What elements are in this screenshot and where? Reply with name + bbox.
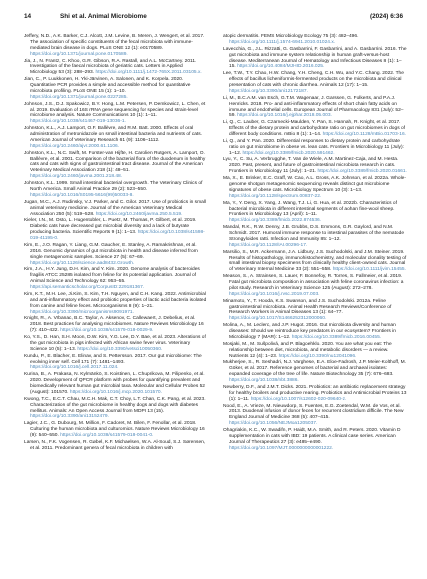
reference-entry [24, 421, 208, 439]
reference-doi-link[interactable]: https://doi.org/10.1016/S0195-5616(99)50033-8. [30, 192, 134, 198]
reference-entry [24, 151, 208, 181]
reference-text: Larsen, N., F.K. Vogensen, R. Gøbel, K.F. Michaelsen, W.A. Al-Soud, S.J. Sørensen, et al. 2011. Predominant genera of fecal microbiota in children with [24, 439, 206, 451]
reference-text: Jugan, M.C., A.J. Rudinsky, V.J. Parker, and C. Gilor. 2017. Use of probiotics in small animal veterinary medicine. Journal of the American Veterinary Medical Association 250 (5): 519–528. [24, 199, 206, 217]
reference-text: atopic dermatitis. FEMS Microbiology Ecology 75 (3): 482–496. [223, 34, 359, 39]
reference-text: Jian, C., P. Luukkonen, H. Yki-Järvinen, A. Salonen, and K. Korpela. 2020. Quantitative PCR provides a simple and accessible method for quantitative microbiota profiling. PLoS ONE 15 (1): 1–10. [24, 77, 191, 94]
reference-entry [223, 428, 407, 452]
reference-doi-link[interactable]: https://doi.org/10.1016/j.mcp.2020.101570. [69, 389, 162, 395]
reference-doi-link[interactable]: https://doi.org/10.1016/j.rvsc.2019.07.003. [229, 291, 320, 297]
reference-text: Minamoto, Y., T. Hooda, K.S. Swanson, and J.S. Suchodolski. 2012a. Feline gastrointestinal microbiota. Animal Health Research Reviews/Conference of Research Workers in Animal Diseases 13 (1): 64–77. [223, 298, 392, 316]
reference-column-right [223, 34, 407, 453]
reference-entry [223, 96, 407, 120]
reference-doi-link[interactable]: https://doi.org/10.1128/spectrum.00837-22. [229, 193, 322, 199]
reference-text: Kim, K.T., M.H. Lee, Ji.Kim, S. Kim, T.H. Nguyen, and C.H. Kang. 2022. Antimicrobial and anti-inflammatory effect and probiotic properties of lactic acid bacteria isolated from canine and feline feces. Microorganisms 8 (9): 1–21. [24, 291, 207, 309]
reference-doi-link[interactable]: https://doi.org/10.2460/javma.250.5.519. [95, 211, 183, 217]
reference-text: Johnston, K.L. 1999. Small intestinal bacterial overgrowth. The Veterinary Clinics of North America. Small Animal Practice 29 (2): 523–550. [24, 181, 203, 192]
reference-doi-link[interactable]: https://doi.org/10.1111/jvim.15455. [332, 267, 406, 273]
reference-entry [24, 59, 208, 77]
reference-entry [24, 218, 208, 242]
reference-text: Molina, A., M. Leclerc, and J.P. Hugot. 2016. Gut microbiota diversity and human diseases: Should we reintroduce key predators in our ecosystem? Frontiers in Microbiology 7 (MAR): 1–12. [223, 323, 396, 340]
reference-text: Kurina, B., A. Prakasa, N. Kylmänkö, S. Koistinen, L. Chuprikova, M. Filipenko, et al. 2020. Development of QPCR platform with probes for quantifying prevalent and biomedically relevant human gut microbial taxa. Molecular and Cellular Probes 52 (August): 101570. [24, 372, 206, 395]
reference-list [24, 34, 407, 566]
reference-entry [223, 299, 407, 323]
reference-doi-link[interactable]: https://doi.org/10.4084/MJHID.2016.025. [237, 64, 325, 70]
reference-doi-link[interactable]: https://doi.org/10.3389/fmicb.2020.01661. [317, 169, 407, 175]
reference-text: Jeffery, N.D., A.K. Barker, C.J. Alcott, J.M. Levine, B. Meren, J. Wengert, et al. 2017. The association of specific constituents of the fecal microbiota with immune-mediated brain disease in dogs. PLoS ONE 12 (1): e0170589. [24, 34, 205, 51]
reference-doi-link[interactable]: https://doi.org/10.1017/S1466252312000060. [229, 316, 327, 322]
reference-entry [223, 47, 407, 71]
reference-text: Li, Q., and Y. Pan. 2020. Differential responses to dietary protein and carbohydrate ratio on gut microbiome in obese vs. lean cats. Frontiers in Microbiology 11 (July): 1–12. [223, 138, 404, 156]
reference-text: Lagier, J.C., G. Dubourg, M. Million, F. Cadoret, M. Bilen, F. Fenollar, et al. 2018. Culturing the human microbiota and culturomics. Nature Reviews Microbiology 16 (9): 540–550. [24, 421, 205, 439]
reference-entry [24, 354, 208, 372]
reference-doi-link[interactable]: https://doi.org/10.1038/s41598-019-41195-0. [30, 230, 205, 242]
reference-entry [223, 176, 407, 200]
reference-doi-link[interactable]: https://doi.org/10.1111/j.1472-765X.2011.03105.x. [95, 70, 202, 76]
reference-doi-link[interactable]: https://doi.org/10.3389/fmicb.2020.591462. [242, 150, 335, 156]
reference-doi-link[interactable]: https://doi.org/10.2460/javma.2001.218.48. [30, 174, 123, 180]
reference-entry [223, 360, 407, 384]
reference-entry [223, 139, 407, 157]
reference-entry [24, 292, 208, 316]
reference-entry [223, 120, 407, 138]
reference-text: Ko, Y.S., D. Han, S.H. Moon, D.W. Kim, Y.G. Lee, D.Y. Bae, et al. 2023. Alterations of the gut microbiota in pigs infected with African swine fever virus. Veterinary Science 10 (5): 1–13. [24, 334, 206, 352]
reference-entry [24, 316, 208, 334]
reference-text: Li, Q., C. Lauber, G. Czarnecki-Maulden, Y. Pan, S. Hannah, R. Knight, et al. 2017. Effects of the dietary protein and carbohydrate ratio on gut microbiomes in dogs of different body conditions. mBio 8 (1): 1–14. [223, 120, 405, 138]
reference-entry [223, 71, 407, 95]
reference-entry [24, 102, 208, 126]
journal-year: (2024) 6:36 [369, 13, 403, 20]
running-head [60, 13, 147, 20]
reference-entry [24, 440, 208, 452]
reference-text: Lee, T.W., T.Y. Chao, H.W. Chang, Y.H. Cheng, C.H. Wu, and Y.C. Chang. 2022. The effects of bacillus licheniformis-fermented products on the microbiota and clinical presentation of cats with chronic diarrhea. Animals 12 (17): 1–15. [223, 71, 404, 89]
reference-entry [223, 201, 407, 225]
reference-doi-link[interactable]: https://doi.org/10.1097/MJT.0000000000001222. [229, 445, 334, 451]
journal-reference [370, 13, 403, 20]
reference-text: Kim, E., J.O. Ragan, Y. Liang, G.M. Gaucher, E. Stanley, A. Ramakrishnan, et al. 2016. Genomic dynamics of gut microbiota in health and disease inferred from single metagenomic samples. Science 27 (5): 67–69. [24, 242, 198, 260]
reference-column-left [24, 34, 208, 453]
reference-doi-link[interactable]: https://doi.org/10.1128/IAI.00296-17. [229, 242, 308, 248]
reference-doi-link[interactable]: https://doi.org/10.1126/science.aad8432.Growth. [30, 260, 135, 266]
reference-text: Ma, X., E. Brinker, E.C. Graff, W. Cao, A.L. Gross, A.K. Johnson, et al. 2022a. Whole-genome shotgun metagenomic sequencing reveals distinct gut microbiome signatures of obese cats. Microbiology Spectrum 10 (3): 1–13. [223, 176, 406, 193]
reference-text: Newberry, D.F., and J.M.T. Dicks. 2021. Probiotics: an antibiotic replacement strategy for healthy broilers and productive rearing. Probiotics and Antimicrobial Proteins 13 (1): 1–11. [223, 384, 407, 402]
reference-doi-link[interactable]: https://doi.org/10.1038/s41467-019-13036-1. [30, 119, 126, 125]
reference-entry [24, 243, 208, 267]
reference-doi-link[interactable]: https://doi.org/10.2460/ajvr.2000.61.1106. [30, 143, 120, 149]
reference-doi-link[interactable]: https://doi.org/10.3390/vetsci10050360. [77, 346, 163, 352]
reference-text: Ohagriakin, K.C., W. Swadifn, P. Haidt, M.A. Smith, and R. Peters. 2020. Vitamin D supplementation in cats with IBD: 19 patients. A clinical case series. American Journal of Therapeutics 27 (3): e485–e490. [223, 428, 401, 445]
page-number: 14 [24, 13, 32, 20]
reference-text: Li, M., B.C.A.M. van Esch, G.T.M. Wagenaar, J. Garssen, G. Folkerts, and P.A.J. Henricks. 2018. Pro- and anti-inflammatory effects of short chain fatty acids on immune and endothelial cells. European Journal of Pharmacology 831 (July): 52–59. [223, 95, 404, 119]
reference-entry [223, 323, 407, 341]
reference-entry [223, 385, 407, 403]
reference-text: Kim, J.A., H.Y. Jung, D.H. Kim, and Y. Kim. 2020. Genome analysis of bacteroides fragilis ATCC 25285 isolated from feline for its potential application. Journal of Animal Science and Technology 62: 953–55. [24, 267, 200, 285]
reference-doi-link[interactable]: https://doi.org/10.1128/mBio.01703-16. [322, 132, 407, 138]
reference-entry [24, 267, 208, 291]
reference-text: Mukherjee, S., R. Seshadri, N.J. Varghese, E.A. Eloe-Fadrosh, J.P. Meier-Kolthoff, M. Göker, et al. 2017. Reference genomes of bacterial and archaeal isolates: expanded coverage of the tree of life. Nature Biotechnology 35 (7): 676–683. [223, 360, 407, 378]
reference-text: Meason, S., A. Strainsen, S. Lauer, F. Bonnefoy, R. Torres, S. Fallmeier, et al. 2019. Fatal gut microbiota composition in association with feline coronavirus infection: a pilot study. Research in Veterinary Science 125 (August): 272–278. [223, 274, 404, 291]
reference-entry [223, 274, 407, 298]
reference-text: Lyu, Y., C. Su, A. Verbrugghe, T. Van de Wiele, A.M. Martinez-Caja, and M. Hesta. 2020. Past, present, and future of gastrointestinal microbiota research in cats. Frontiers in Microbiology 11 (July): 1–21. [223, 157, 399, 175]
reference-doi-link[interactable]: https://api.semanticscholar.org/CorpusID:229181367. [30, 285, 145, 291]
reference-entry [24, 372, 208, 396]
reference-entry [223, 250, 407, 274]
reference-text: Johnston, K.L., A.J. Lamport, O.F. Ballèvre, and R.M. Batt. 2000. Effects of oral administration of metronidazole on small intestinal bacteria and nutrients of cats. American Journal of Veterinary Research 61 (9): 1106–1112. [24, 126, 203, 143]
reference-entry [24, 126, 208, 150]
reference-text: Kieler, I.N., M. Osto, L. Hugentobler, L. Puetz, M. Thomas, P. Gilbert, et al. 2019. Diabetic cats have decreased gut microbial diversity and a lack of butyrate producing bacteria. Scientific Reports 9 (1): 1–13. [24, 218, 197, 236]
reference-entry [223, 225, 407, 249]
reference-text: Mandal, R.K., R.W. Denny, J.B. Grubbs, D.S. Emmons, G.R. Gaylord, and N.M. Schmidt. 2017. Humoral immune response to intestinal parasites of the nematode Strongyloides ratti. Infection and Immunity 85: 1–12. [223, 225, 405, 242]
reference-text: Kundu, P., E. Blacher, E. Elinav, and S. Pettersson. 2017. Our gut microbiome: The evolving inner self. Cell 171 (7): 1481–1493. [24, 353, 202, 365]
reference-text: Jia, J., N. Frantz, C. Khoo, G.R. Gibson, R.A. Rastall, and A.L. McCartney. 2011. Investigation of the faecal microbiota of geriatric cats. Letters in Applied Microbiology 53 (3): 288–293. [24, 58, 197, 76]
running-head-authors: Shi et al. Animal Microbiome [60, 13, 147, 20]
reference-text: Lavecchia, G., J.L. Rizzatti, G. Gasbarrini, F. Gasbarrini, and A. Gasbarrini. 2016. The gut microbiota and immune system relationship in human graft-versus-host disease. Mediterranean Journal of Hematology and Infectious Diseases 8 (1): 1–15. [223, 46, 407, 70]
reference-doi-link[interactable]: https://doi.org/10.3390/ani13152479. [30, 414, 109, 420]
reference-doi-link[interactable]: https://doi.org/10.1111/j.1574-6941.2010.01024.x. [229, 39, 336, 45]
reference-doi-link[interactable]: https://doi.org/10.3390/microorganisms9091971. [30, 309, 134, 315]
reference-doi-link[interactable]: https://doi.org/10.3390/nu12041096. [278, 353, 357, 359]
reference-entry [24, 200, 208, 218]
reference-entry [24, 34, 208, 58]
reference-text: Johnson, J.S., D.J. Spakowicz, B.Y. Hong, L.M. Petersen, P. Demkowicz, L. Chen, et al. 2019. Evaluation of 16S rRNA gene sequencing for species and strain-level microbiome analysis. Nature Communications 10 (1): 1–11. [24, 101, 206, 119]
reference-doi-link[interactable]: https://doi.org/10.3389/fmicb.2016.00455. [291, 334, 382, 340]
reference-text: Johnston, K.L., N.C. Swift, M. Forster-van Hijfte, H. Carolien Rutgers, A. Lamport, O. Ballèvre, et al. 2001. Comparison of the bacterial flora of the duodenum in healthy cats and cats with signs of gastrointestinal tract disease. Journal of the American Veterinary Medical Association 218 (1): 48–51. [24, 150, 206, 174]
reference-text: Kwong, T.C., E.C.T. Chau, M.C.H. Mak, C.T. Choy, L.T. Chan, C.K. Pang, et al. 2023. Characterization of the gut microbiome in healthy dogs and dogs with diabetes mellitus. Animals: An Open Access Journal from MDPI 13 (15). [24, 396, 206, 414]
reference-entry [24, 77, 208, 101]
running-header [0, 0, 427, 32]
reference-text: Marsilio, S., M.R. Ackermann, J.A. Lidbury, J.S. Suchodolski, and J.M. Steiner. 2019. Results of histopathology, immunohistochemistry, and molecular clonality testing of small intestinal biopsy specimens from clinically healthy client-owned cats. Journal of Veterinary Internal Medicine 33 (2): 551–558. [223, 249, 407, 273]
reference-text: Nood, E., A. Vrieze, M. Nieuwdorp, S. Fuentes, E.G. Zoetendal, W.M. de Vos, et al. 2013. Duodenal infusion of donor feces for recurrent clostridium difficile. The New England Journal of Medicine 368 (5): 407–415. [223, 403, 404, 421]
reference-doi-link[interactable]: https://doi.org/10.3389/fmicb.2022.874536. [229, 218, 322, 224]
reference-doi-link[interactable]: https://doi.org/10.1038/nbt.3886. [229, 378, 299, 384]
reference-doi-link[interactable]: https://doi.org/10.1038/s41579-018-0029-9. [60, 328, 154, 334]
reference-entry [223, 157, 407, 175]
reference-entry [24, 335, 208, 353]
reference-doi-link[interactable]: https://doi.org/10.1007/s12602-020-09640-z. [250, 396, 347, 402]
reference-doi-link[interactable]: https://doi.org/10.1371/journal.pone.0227285. [30, 94, 128, 100]
reference-entry [223, 342, 407, 360]
reference-doi-link[interactable]: https://doi.org/10.3390/ani12172187. [229, 88, 308, 94]
reference-text: Mosjaki, M., M. Sušpolivá, and P. Blagoehklo. 2020. You are what you eat: The relationship between diet, microbiota, and metabolic disorders — a review. Nutrients 12 (4): 1–23. [223, 341, 392, 359]
reference-doi-link[interactable]: https://doi.org/10.1016/j.ejphar.2018.05.003. [237, 113, 332, 119]
reference-doi-link[interactable]: https://doi.org/10.1371/journal.pone.0170589. [30, 51, 128, 57]
reference-entry [223, 34, 407, 46]
reference-text: Knight, R., A. Vrbanac, B.C. Taylor, A. Aksenov, C. Callewaert, J. Debelius, et al. 2018. Best practices for analysing microbiomes. Nature Reviews Microbiology 16 (7): 410–422. [24, 316, 204, 334]
reference-doi-link[interactable]: https://doi.org/10.1038/s41579-018-0041-0. [60, 433, 154, 439]
reference-entry [223, 404, 407, 428]
reference-text: Ma, Y., Y. Deng, X. Yang, J. Wang, T.J. Li, G. Hua, et al. 2022b. Characteristics of bacterial microbiota in different intestinal segments of aohan fine-wool sheep. Frontiers in Microbiology 13 (April): 1–11. [223, 200, 397, 218]
reference-doi-link[interactable]: https://doi.org/10.1056/NEJMoa1205037. [229, 421, 318, 427]
reference-entry [24, 397, 208, 421]
reference-doi-link[interactable]: https://doi.org/10.1016/j.cell.2017.11.024. [30, 365, 119, 371]
reference-entry [24, 181, 208, 199]
